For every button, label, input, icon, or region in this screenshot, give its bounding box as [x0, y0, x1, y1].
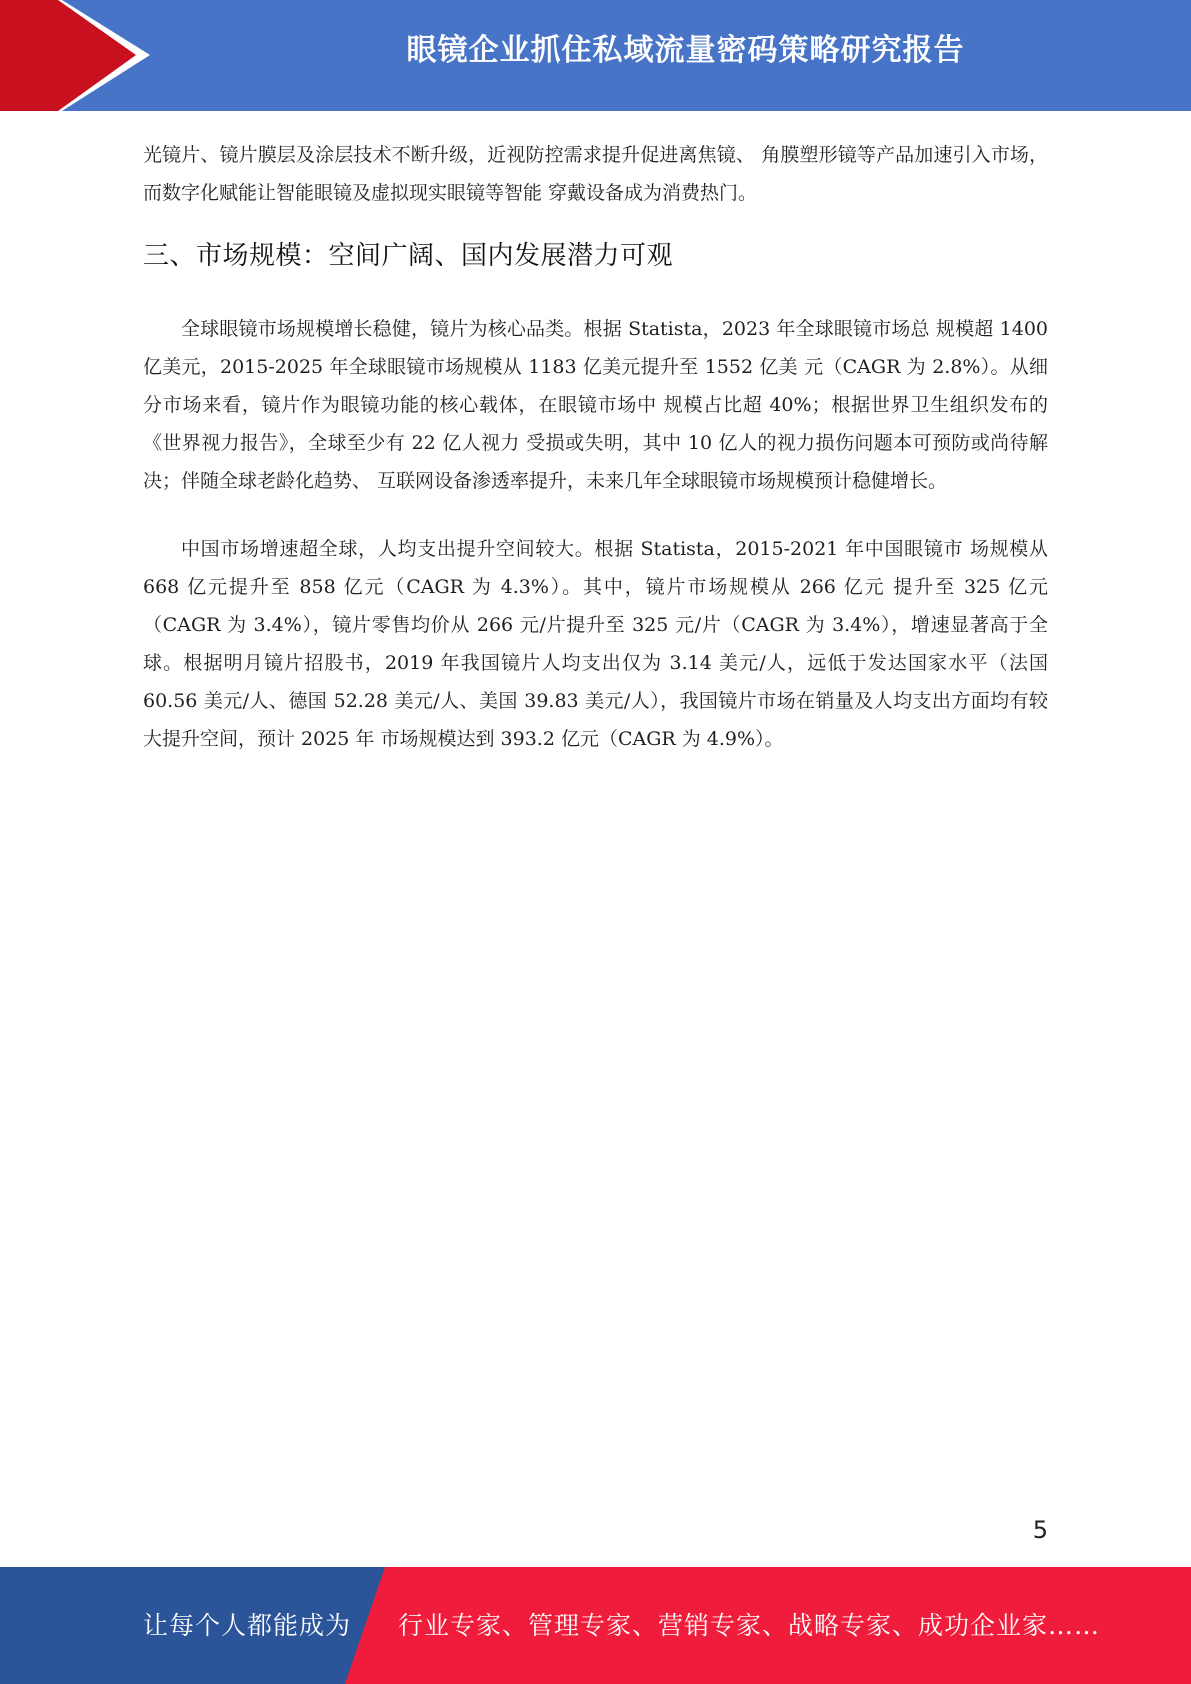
footer-slogan-left: 让每个人都能成为	[143, 1611, 352, 1640]
chevron-red-fill	[0, 0, 136, 111]
header-chevron-decoration	[0, 0, 160, 111]
intro-paragraph: 光镜片、镜片膜层及涂层技术不断升级，近视防控需求提升促进离焦镜、 角膜塑形镜等产品加速引入市场，而数字化赋能让智能眼镜及虚拟现实眼镜等智能 穿戴设备成为消费热门。	[143, 144, 1048, 204]
report-title: 眼镜企业抓住私域流量密码策略研究报告	[406, 33, 965, 68]
document-body	[143, 136, 1048, 758]
paragraph-china-market: 中国市场增速超全球，人均支出提升空间较大。根据 Statista，2015-2021 年中国眼镜市 场规模从 668 亿元提升至 858 亿元（CAGR 为 4.3%）。其中，镜片市场规模从 266 亿元 提升至 325 亿元（CAGR 为 3.4%），镜片零售均价从 266 元/片提升至 325 元/片（CAGR 为 3.4%），增速显著高于全球。根据明月镜片招股书，2019 年我国镜片人均支出仅为 3.14 美元/人，远低于发达国家水平（法国 60.56 美元/人、德国 52.28 美元/人、美国 39.83 美元/人），我国镜片市场在销量及人均支出方面均有较大提升空间，预计 2025 年 市场规模达到 393.2 亿元（CAGR 为 4.9%）。	[143, 538, 1048, 750]
section-heading: 三、市场规模：空间广阔、国内发展潜力可观	[143, 241, 674, 271]
page-footer	[0, 1567, 1191, 1684]
footer-slogan-right: 行业专家、管理专家、营销专家、战略专家、成功企业家……	[398, 1611, 1101, 1640]
page-number: 5	[1032, 1516, 1048, 1544]
page-header	[0, 0, 1191, 111]
paragraph-global-market: 全球眼镜市场规模增长稳健，镜片为核心品类。根据 Statista，2023 年全球眼镜市场总 规模超 1400 亿美元，2015-2025 年全球眼镜市场规模从 1183 亿美元提升至 1552 亿美 元（CAGR 为 2.8%）。从细分市场来看，镜片作为眼镜功能的核心载体，在眼镜市场中 规模占比超 40%；根据世界卫生组织发布的《世界视力报告》，全球至少有 22 亿人视力 受损或失明，其中 10 亿人的视力损伤问题本可预防或尚待解决；伴随全球老龄化趋势、 互联网设备渗透率提升，未来几年全球眼镜市场规模预计稳健增长。	[143, 318, 1048, 492]
